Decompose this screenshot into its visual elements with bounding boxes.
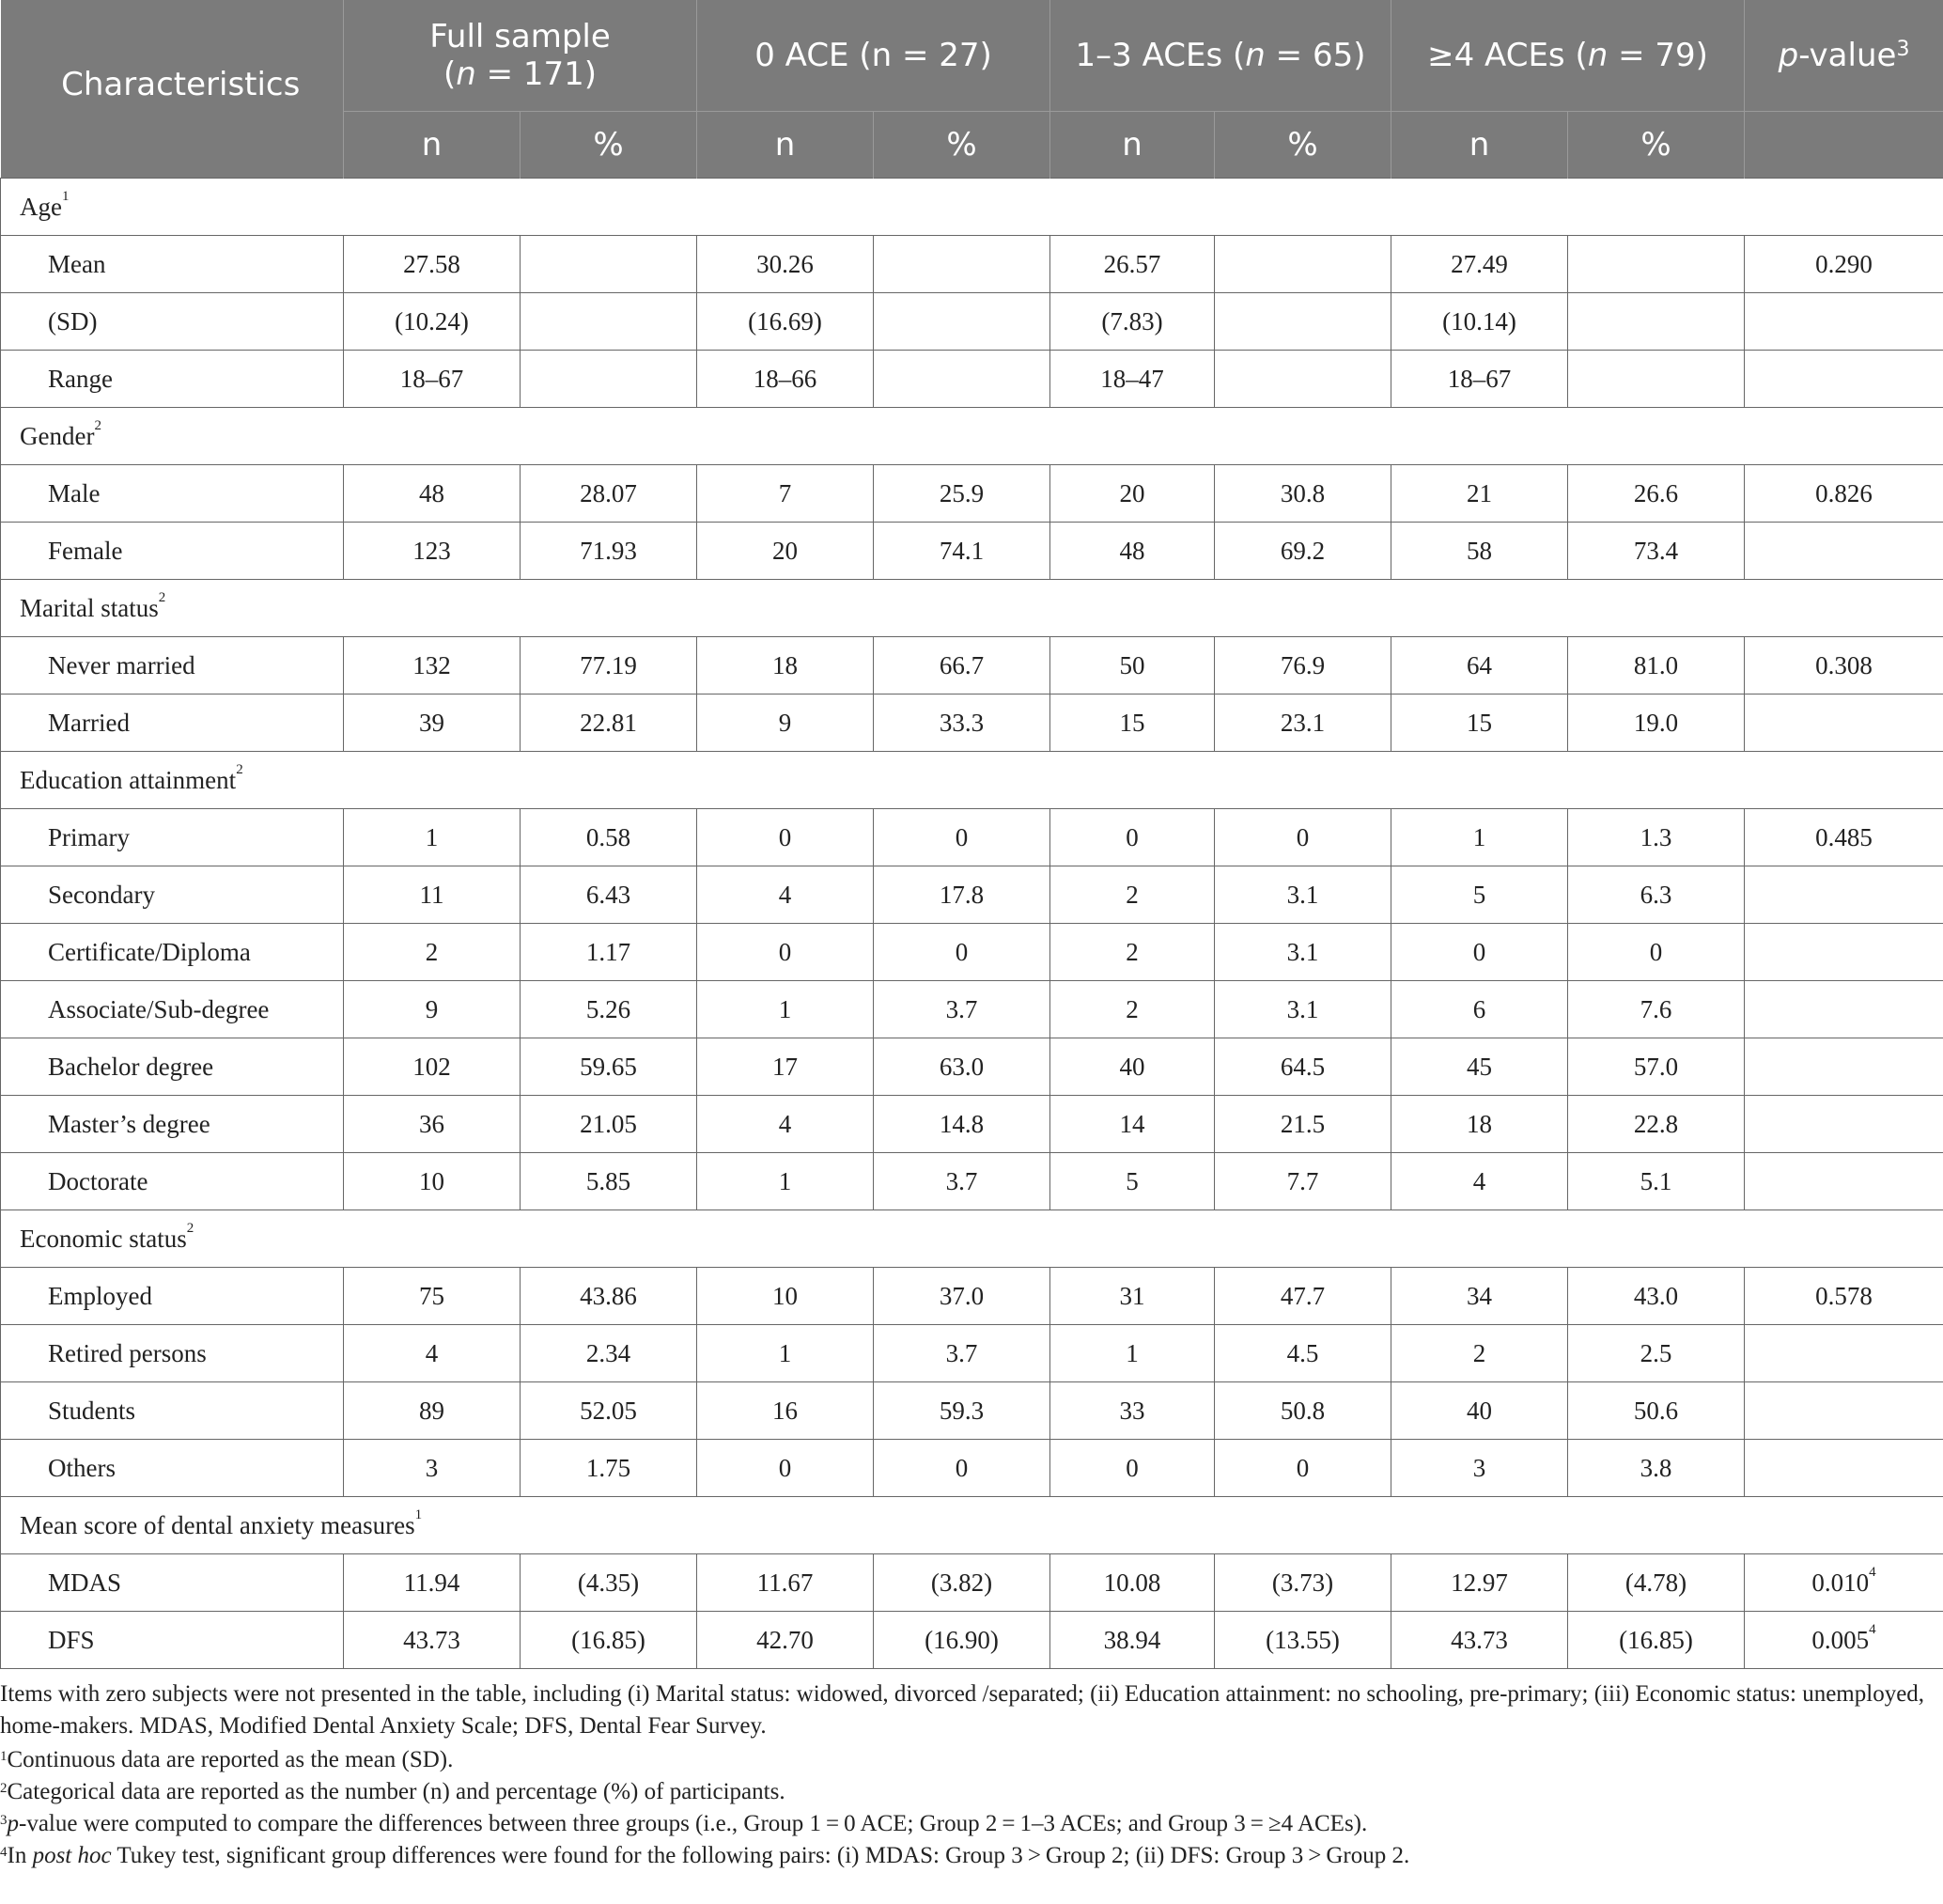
n-cell: 9 xyxy=(344,981,521,1038)
row-label: Primary xyxy=(1,809,344,866)
n-cell: 2 xyxy=(1050,924,1215,981)
n-cell: 48 xyxy=(344,465,521,523)
table-row xyxy=(1,866,1943,924)
n-cell: 18–66 xyxy=(697,351,874,408)
p-value-cell: 0.005$^4$ xyxy=(1745,1612,1943,1669)
pct-cell: 43.86 xyxy=(521,1268,697,1325)
pct-cell xyxy=(521,351,697,408)
table-row xyxy=(1,351,1943,408)
n-cell: 15 xyxy=(1050,694,1215,752)
section-row xyxy=(1,408,1943,465)
pct-cell: 3.7 xyxy=(874,1325,1050,1382)
table-footnotes xyxy=(0,1678,1935,1872)
pct-cell: 69.2 xyxy=(1215,523,1391,580)
n-cell: (10.24) xyxy=(344,293,521,351)
pct-cell: 26.6 xyxy=(1568,465,1745,523)
n-cell: 7 xyxy=(697,465,874,523)
pct-cell xyxy=(521,236,697,293)
n-cell: 20 xyxy=(697,523,874,580)
pct-column-header: % xyxy=(1568,112,1745,179)
p-value-cell xyxy=(1745,981,1943,1038)
section-title: Economic status$^2$ xyxy=(1,1210,1943,1268)
section-title: Mean score of dental anxiety measures$^1$ xyxy=(1,1497,1943,1554)
pct-cell xyxy=(1215,351,1391,408)
n-cell: 10.08 xyxy=(1050,1554,1215,1612)
n-cell: 5 xyxy=(1050,1153,1215,1210)
n-cell: 20 xyxy=(1050,465,1215,523)
pct-cell: 3.7 xyxy=(874,981,1050,1038)
pct-cell: 71.93 xyxy=(521,523,697,580)
n-cell: 2 xyxy=(1391,1325,1568,1382)
section-row xyxy=(1,179,1943,236)
n-cell: 123 xyxy=(344,523,521,580)
p-value-cell xyxy=(1745,1153,1943,1210)
table-row xyxy=(1,293,1943,351)
full-sample-header: Full sample (n = 171) xyxy=(344,0,697,112)
n-cell: 0 xyxy=(1050,809,1215,866)
row-label: (SD) xyxy=(1,293,344,351)
pct-cell: 50.8 xyxy=(1215,1382,1391,1440)
pct-cell: (4.35) xyxy=(521,1554,697,1612)
n-cell: 5 xyxy=(1391,866,1568,924)
pct-cell: 43.0 xyxy=(1568,1268,1745,1325)
pct-cell xyxy=(1215,236,1391,293)
pct-cell: 33.3 xyxy=(874,694,1050,752)
characteristics-header: Characteristics xyxy=(1,0,344,179)
row-label: Secondary xyxy=(1,866,344,924)
pct-cell: 23.1 xyxy=(1215,694,1391,752)
pct-cell xyxy=(874,351,1050,408)
p-value-cell xyxy=(1745,1325,1943,1382)
pct-cell: 0 xyxy=(874,1440,1050,1497)
pct-cell: 14.8 xyxy=(874,1096,1050,1153)
pct-cell: 73.4 xyxy=(1568,523,1745,580)
p-value-cell: 0.578 xyxy=(1745,1268,1943,1325)
row-label: DFS xyxy=(1,1612,344,1669)
n-cell: 0 xyxy=(1391,924,1568,981)
row-label: Male xyxy=(1,465,344,523)
pct-cell: (13.55) xyxy=(1215,1612,1391,1669)
n-cell: 43.73 xyxy=(1391,1612,1568,1669)
pct-cell: 64.5 xyxy=(1215,1038,1391,1096)
pct-cell: 25.9 xyxy=(874,465,1050,523)
pct-cell xyxy=(1568,236,1745,293)
pct-cell xyxy=(874,293,1050,351)
row-label: Students xyxy=(1,1382,344,1440)
pct-cell: 0 xyxy=(874,809,1050,866)
p-value-cell xyxy=(1745,694,1943,752)
pct-cell: 21.5 xyxy=(1215,1096,1391,1153)
p-value-cell xyxy=(1745,351,1943,408)
n-cell: 38.94 xyxy=(1050,1612,1215,1669)
section-row xyxy=(1,1210,1943,1268)
pct-cell: 47.7 xyxy=(1215,1268,1391,1325)
n-cell: 33 xyxy=(1050,1382,1215,1440)
pct-cell: 63.0 xyxy=(874,1038,1050,1096)
n-cell: 50 xyxy=(1050,637,1215,694)
n-cell: 1 xyxy=(697,1153,874,1210)
pct-cell: 22.8 xyxy=(1568,1096,1745,1153)
row-label: Certificate/Diploma xyxy=(1,924,344,981)
n-cell: 40 xyxy=(1391,1382,1568,1440)
pct-cell: 3.7 xyxy=(874,1153,1050,1210)
row-label: Associate/Sub-degree xyxy=(1,981,344,1038)
n-cell: 4 xyxy=(697,866,874,924)
n-cell: 16 xyxy=(697,1382,874,1440)
row-label: Master’s degree xyxy=(1,1096,344,1153)
pct-cell: 30.8 xyxy=(1215,465,1391,523)
pct-cell xyxy=(521,293,697,351)
row-label: Employed xyxy=(1,1268,344,1325)
pct-cell: 74.1 xyxy=(874,523,1050,580)
pct-cell: 4.5 xyxy=(1215,1325,1391,1382)
p-value-subheader xyxy=(1745,112,1943,179)
pct-cell xyxy=(874,236,1050,293)
n-cell: 1 xyxy=(344,809,521,866)
n-cell: 10 xyxy=(344,1153,521,1210)
pct-cell: 6.43 xyxy=(521,866,697,924)
p-value-cell: 0.290 xyxy=(1745,236,1943,293)
pct-cell: 3.8 xyxy=(1568,1440,1745,1497)
n-cell: 1 xyxy=(697,981,874,1038)
n-cell: 18 xyxy=(1391,1096,1568,1153)
table-row xyxy=(1,1268,1943,1325)
table-row xyxy=(1,924,1943,981)
table-header xyxy=(1,0,1943,179)
section-title: Marital status$^2$ xyxy=(1,580,1943,637)
n-cell: 17 xyxy=(697,1038,874,1096)
table-row xyxy=(1,1382,1943,1440)
table-row xyxy=(1,1554,1943,1612)
n-column-header: n xyxy=(697,112,874,179)
pct-cell: (16.85) xyxy=(521,1612,697,1669)
n-cell: 2 xyxy=(344,924,521,981)
n-cell: (16.69) xyxy=(697,293,874,351)
n-cell: 75 xyxy=(344,1268,521,1325)
section-title: Age$^1$ xyxy=(1,179,1943,236)
n-cell: 3 xyxy=(344,1440,521,1497)
pct-cell: 2.5 xyxy=(1568,1325,1745,1382)
pct-cell: 37.0 xyxy=(874,1268,1050,1325)
n-cell: 27.58 xyxy=(344,236,521,293)
n-cell: 102 xyxy=(344,1038,521,1096)
row-label: Bachelor degree xyxy=(1,1038,344,1096)
n-cell: 34 xyxy=(1391,1268,1568,1325)
row-label: Range xyxy=(1,351,344,408)
pct-cell: 28.07 xyxy=(521,465,697,523)
pct-cell: 57.0 xyxy=(1568,1038,1745,1096)
n-cell: 2 xyxy=(1050,866,1215,924)
table-row xyxy=(1,1038,1943,1096)
p-value-cell xyxy=(1745,1382,1943,1440)
n-cell: 40 xyxy=(1050,1038,1215,1096)
table-row xyxy=(1,981,1943,1038)
row-label: Mean xyxy=(1,236,344,293)
n-cell: 0 xyxy=(697,1440,874,1497)
pct-cell: 0 xyxy=(874,924,1050,981)
n-cell: 4 xyxy=(1391,1153,1568,1210)
pct-cell: (16.90) xyxy=(874,1612,1050,1669)
section-title: Gender$^2$ xyxy=(1,408,1943,465)
n-cell: 0 xyxy=(1050,1440,1215,1497)
n-cell: 36 xyxy=(344,1096,521,1153)
section-row xyxy=(1,580,1943,637)
pct-cell: 6.3 xyxy=(1568,866,1745,924)
table-row xyxy=(1,1096,1943,1153)
n-cell: 18–67 xyxy=(1391,351,1568,408)
table-row xyxy=(1,1153,1943,1210)
table-row xyxy=(1,236,1943,293)
pct-column-header: % xyxy=(521,112,697,179)
footnote-3: $^3$p-value were computed to compare the differences between three groups (i.e., Group 1 = 0 ACE; Group 2 = 1–3 ACEs; and Group 3 = ≥4 ACEs). xyxy=(0,1811,1368,1836)
footnote-main: Items with zero subjects were not presented in the table, including (i) Marital status: widowed, divorced /separated; (ii) Education attainment: no schooling, pre-primary; (iii) Economic status: unemployed, home-makers. MDAS, Modified Dental Anxiety Scale; DFS, Dental Fear Survey. xyxy=(0,1681,1925,1739)
n-cell: 9 xyxy=(697,694,874,752)
pct-cell: 0.58 xyxy=(521,809,697,866)
pct-cell: 7.7 xyxy=(1215,1153,1391,1210)
table-row xyxy=(1,1440,1943,1497)
row-label: Retired persons xyxy=(1,1325,344,1382)
pct-cell: (3.73) xyxy=(1215,1554,1391,1612)
n-cell: 1 xyxy=(697,1325,874,1382)
n-cell: 89 xyxy=(344,1382,521,1440)
pct-cell: 0 xyxy=(1215,809,1391,866)
pct-cell: 7.6 xyxy=(1568,981,1745,1038)
n-cell: 4 xyxy=(344,1325,521,1382)
n-cell: 21 xyxy=(1391,465,1568,523)
n-cell: 1 xyxy=(1050,1325,1215,1382)
section-row xyxy=(1,752,1943,809)
section-row xyxy=(1,1497,1943,1554)
pct-cell xyxy=(1568,351,1745,408)
p-value-cell xyxy=(1745,924,1943,981)
n-cell: 11.67 xyxy=(697,1554,874,1612)
n-cell: 0 xyxy=(697,924,874,981)
n-cell: 15 xyxy=(1391,694,1568,752)
n-cell: 64 xyxy=(1391,637,1568,694)
row-label: Others xyxy=(1,1440,344,1497)
pct-cell: 81.0 xyxy=(1568,637,1745,694)
n-cell: 12.97 xyxy=(1391,1554,1568,1612)
pct-cell: 66.7 xyxy=(874,637,1050,694)
n-cell: 3 xyxy=(1391,1440,1568,1497)
pct-column-header: % xyxy=(1215,112,1391,179)
footnote-2: $^2$Categorical data are reported as the number (n) and percentage (%) of participants. xyxy=(0,1779,785,1804)
pct-cell: (16.85) xyxy=(1568,1612,1745,1669)
p-value-cell xyxy=(1745,523,1943,580)
table-row xyxy=(1,465,1943,523)
four-plus-aces-header: ≥4 ACEs (n = 79) xyxy=(1391,0,1745,112)
table-row xyxy=(1,523,1943,580)
table-body xyxy=(1,179,1943,1669)
p-value-cell xyxy=(1745,1038,1943,1096)
n-cell: 4 xyxy=(697,1096,874,1153)
p-value-cell xyxy=(1745,1096,1943,1153)
pct-cell: 3.1 xyxy=(1215,866,1391,924)
pct-column-header: % xyxy=(874,112,1050,179)
n-cell: 48 xyxy=(1050,523,1215,580)
section-title: Education attainment$^2$ xyxy=(1,752,1943,809)
pct-cell xyxy=(1568,293,1745,351)
n-column-header: n xyxy=(1050,112,1215,179)
pct-cell xyxy=(1215,293,1391,351)
table-row xyxy=(1,637,1943,694)
footnote-1: $^1$Continuous data are reported as the mean (SD). xyxy=(0,1747,454,1772)
n-cell: 18–67 xyxy=(344,351,521,408)
row-label: MDAS xyxy=(1,1554,344,1612)
pct-cell: 3.1 xyxy=(1215,924,1391,981)
pct-cell: 77.19 xyxy=(521,637,697,694)
n-cell: 6 xyxy=(1391,981,1568,1038)
p-value-cell: 0.485 xyxy=(1745,809,1943,866)
pct-cell: 1.75 xyxy=(521,1440,697,1497)
n-cell: 10 xyxy=(697,1268,874,1325)
pct-cell: 22.81 xyxy=(521,694,697,752)
pct-cell: 17.8 xyxy=(874,866,1050,924)
n-cell: 2 xyxy=(1050,981,1215,1038)
row-label: Female xyxy=(1,523,344,580)
n-cell: (7.83) xyxy=(1050,293,1215,351)
pct-cell: 3.1 xyxy=(1215,981,1391,1038)
n-cell: 27.49 xyxy=(1391,236,1568,293)
zero-ace-header: 0 ACE (n = 27) xyxy=(697,0,1050,112)
pct-cell: 50.6 xyxy=(1568,1382,1745,1440)
p-value-cell: 0.308 xyxy=(1745,637,1943,694)
p-value-cell xyxy=(1745,866,1943,924)
pct-cell: 59.65 xyxy=(521,1038,697,1096)
n-cell: 11 xyxy=(344,866,521,924)
p-value-cell: 0.010$^4$ xyxy=(1745,1554,1943,1612)
pct-cell: 19.0 xyxy=(1568,694,1745,752)
pct-cell: 2.34 xyxy=(521,1325,697,1382)
pct-cell: (3.82) xyxy=(874,1554,1050,1612)
p-value-cell: 0.826 xyxy=(1745,465,1943,523)
pct-cell: 5.1 xyxy=(1568,1153,1745,1210)
table-row xyxy=(1,809,1943,866)
p-value-cell xyxy=(1745,1440,1943,1497)
table-row xyxy=(1,1612,1943,1669)
n-cell: 132 xyxy=(344,637,521,694)
table-row xyxy=(1,694,1943,752)
pct-cell: 5.85 xyxy=(521,1153,697,1210)
n-cell: 39 xyxy=(344,694,521,752)
row-label: Married xyxy=(1,694,344,752)
n-cell: 26.57 xyxy=(1050,236,1215,293)
pct-cell: 21.05 xyxy=(521,1096,697,1153)
table-row xyxy=(1,1325,1943,1382)
pct-cell: 0 xyxy=(1568,924,1745,981)
row-label: Never married xyxy=(1,637,344,694)
n-cell: (10.14) xyxy=(1391,293,1568,351)
one-to-three-aces-header: 1–3 ACEs (n = 65) xyxy=(1050,0,1391,112)
p-value-header: p-value$^3$ xyxy=(1745,0,1943,112)
pct-cell: 0 xyxy=(1215,1440,1391,1497)
n-cell: 58 xyxy=(1391,523,1568,580)
n-cell: 14 xyxy=(1050,1096,1215,1153)
n-cell: 0 xyxy=(697,809,874,866)
n-cell: 11.94 xyxy=(344,1554,521,1612)
n-cell: 30.26 xyxy=(697,236,874,293)
n-column-header: n xyxy=(344,112,521,179)
pct-cell: 52.05 xyxy=(521,1382,697,1440)
p-value-cell xyxy=(1745,293,1943,351)
n-column-header: n xyxy=(1391,112,1568,179)
n-cell: 1 xyxy=(1391,809,1568,866)
n-cell: 18 xyxy=(697,637,874,694)
n-cell: 42.70 xyxy=(697,1612,874,1669)
n-cell: 18–47 xyxy=(1050,351,1215,408)
n-cell: 31 xyxy=(1050,1268,1215,1325)
n-cell: 45 xyxy=(1391,1038,1568,1096)
pct-cell: 76.9 xyxy=(1215,637,1391,694)
footnote-4: $^4$In post hoc Tukey test, significant group differences were found for the following pairs: (i) MDAS: Group 3 > Group 2; (ii) DFS: Group 3 > Group 2. xyxy=(0,1843,1410,1868)
pct-cell: 1.17 xyxy=(521,924,697,981)
pct-cell: (4.78) xyxy=(1568,1554,1745,1612)
pct-cell: 5.26 xyxy=(521,981,697,1038)
pct-cell: 59.3 xyxy=(874,1382,1050,1440)
n-cell: 43.73 xyxy=(344,1612,521,1669)
pct-cell: 1.3 xyxy=(1568,809,1745,866)
row-label: Doctorate xyxy=(1,1153,344,1210)
